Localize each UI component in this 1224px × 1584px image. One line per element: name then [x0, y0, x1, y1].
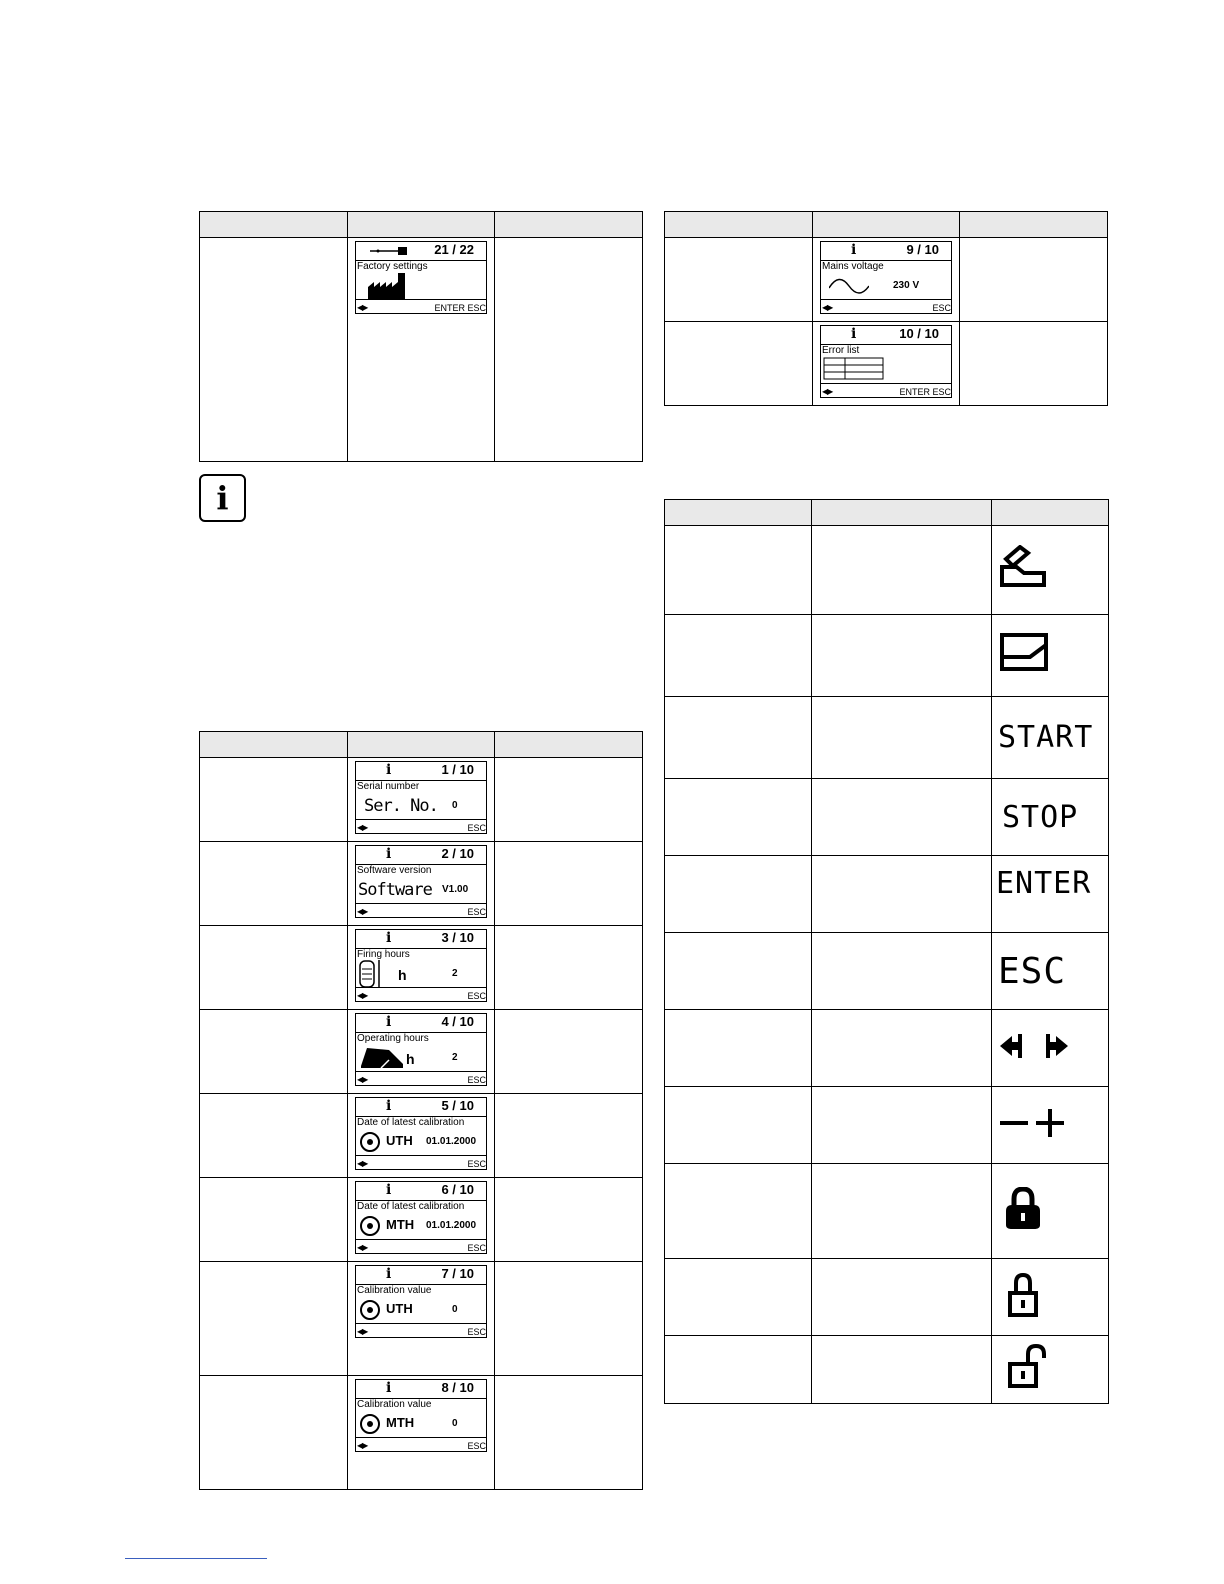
symbols-table [664, 499, 1109, 1404]
table-header [665, 212, 1108, 238]
lcd-screen [355, 845, 487, 918]
table-row [665, 615, 1109, 697]
table-row [665, 1010, 1109, 1087]
table-row [665, 1259, 1109, 1336]
lock-open-icon [1008, 1344, 1054, 1390]
page-counter: 21 / 22 [434, 242, 474, 257]
value: 01.01.2000 [426, 1136, 477, 1147]
stop-icon: STOP [1002, 799, 1079, 835]
value: 2 [452, 968, 458, 979]
arrow-keys-icon: ◀▶ [357, 1327, 368, 1336]
screen-title: Mains voltage [822, 261, 884, 272]
footnote-rule [125, 1558, 267, 1559]
softkeys: ESC [467, 1243, 486, 1253]
softkeys: ESC [467, 907, 486, 917]
minus-plus-icon [998, 1106, 1070, 1140]
table-header [200, 212, 643, 238]
table-row [665, 526, 1109, 615]
esc-icon: ESC [998, 950, 1067, 992]
table-row [200, 1178, 643, 1262]
lcd-screen [355, 1181, 487, 1254]
info-icon: i [386, 930, 392, 946]
table-header [665, 500, 1109, 526]
softkeys: ENTER ESC [434, 303, 486, 313]
error-list-icon [823, 357, 885, 381]
page-counter: 3 / 10 [441, 930, 474, 945]
lid-closed-icon [1000, 633, 1052, 673]
table-row [665, 933, 1109, 1010]
thermocouple-icon [359, 1131, 381, 1153]
lcd-screen [355, 761, 487, 834]
value: 0 [452, 800, 458, 811]
lid-open-icon [998, 545, 1050, 591]
table-row [200, 1010, 643, 1094]
lcd-screen [355, 1097, 487, 1170]
sine-wave-icon [829, 276, 869, 296]
lcd-screen [355, 929, 487, 1002]
softkeys: ESC [467, 1075, 486, 1085]
big-label: Ser. No. [364, 796, 438, 816]
start-icon: START [998, 720, 1094, 755]
lcd-screen [820, 325, 952, 398]
page-counter: 4 / 10 [441, 1014, 474, 1029]
softkeys: ESC [467, 823, 486, 833]
table-row [665, 856, 1109, 933]
screen-title: Factory settings [357, 261, 428, 272]
arrow-keys-icon: ◀▶ [357, 1441, 368, 1450]
softkeys: ESC [467, 991, 486, 1001]
table-row [200, 1094, 643, 1178]
screen-title: Calibration value [357, 1399, 432, 1410]
unit: h [406, 1051, 415, 1067]
table-row [200, 758, 643, 842]
enter-icon: ENTER [996, 866, 1092, 901]
info-icon: i [851, 326, 857, 342]
screen-title: Software version [357, 865, 432, 876]
softkeys: ESC [467, 1327, 486, 1337]
sensor-label: UTH [386, 1133, 413, 1148]
table-row [200, 1262, 643, 1376]
screen-title: Error list [822, 345, 860, 356]
screen-title: Date of latest calibration [357, 1117, 465, 1128]
softkeys: ESC [467, 1441, 486, 1451]
info-screens-table [199, 731, 643, 1490]
wrench-icon [370, 245, 410, 257]
softkeys: ESC [932, 303, 951, 313]
table-row [665, 322, 1108, 406]
screen-title: Operating hours [357, 1033, 429, 1044]
page-counter: 6 / 10 [441, 1182, 474, 1197]
info-icon: i [851, 242, 857, 258]
page-counter: 2 / 10 [441, 846, 474, 861]
screen-title: Serial number [357, 781, 420, 792]
lcd-screen [355, 241, 487, 314]
page-counter: 9 / 10 [906, 242, 939, 257]
info-icon: i [386, 762, 392, 778]
thermocouple-icon [359, 1299, 381, 1321]
thermocouple-icon [359, 1413, 381, 1435]
arrow-keys-icon: ◀▶ [357, 303, 368, 312]
table-row [665, 238, 1108, 322]
arrow-keys-icon [998, 1032, 1070, 1060]
softkeys: ESC [467, 1159, 486, 1169]
info-icon: i [386, 1098, 392, 1114]
screen-title: Firing hours [357, 949, 410, 960]
sensor-label: MTH [386, 1217, 415, 1232]
page-counter: 10 / 10 [899, 326, 939, 341]
value: 0 [452, 1418, 458, 1429]
value: V1.00 [442, 884, 469, 895]
lock-closed-icon [1008, 1273, 1044, 1317]
kiln-icon [359, 1044, 405, 1070]
info-screens-table-2 [664, 211, 1108, 406]
arrow-keys-icon: ◀▶ [357, 1159, 368, 1168]
sensor-label: MTH [386, 1415, 415, 1430]
page-counter: 7 / 10 [441, 1266, 474, 1281]
arrow-keys-icon: ◀▶ [822, 303, 833, 312]
unit: h [398, 967, 407, 983]
table-row [200, 926, 643, 1010]
table-row [200, 1376, 643, 1490]
heating-element-icon [358, 960, 384, 988]
value: 230 V [893, 280, 920, 291]
value: 0 [452, 1304, 458, 1315]
arrow-keys-icon: ◀▶ [357, 907, 368, 916]
arrow-keys-icon: ◀▶ [357, 991, 368, 1000]
lcd-screen [355, 1379, 487, 1452]
table-row [665, 1087, 1109, 1164]
screen-title: Date of latest calibration [357, 1201, 465, 1212]
table-row [200, 842, 643, 926]
factory-settings-table [199, 211, 643, 462]
table-row [665, 697, 1109, 779]
page-counter: 5 / 10 [441, 1098, 474, 1113]
info-icon: i [386, 1266, 392, 1282]
lcd-screen [355, 1013, 487, 1086]
table-row [665, 1336, 1109, 1404]
info-icon: i [386, 846, 392, 862]
info-icon: i [199, 474, 246, 522]
info-icon: i [386, 1014, 392, 1030]
arrow-keys-icon: ◀▶ [357, 823, 368, 832]
big-label: Software [358, 880, 432, 900]
table-row [665, 1164, 1109, 1259]
softkeys: ENTER ESC [899, 387, 951, 397]
page-counter: 8 / 10 [441, 1380, 474, 1395]
value: 2 [452, 1052, 458, 1063]
factory-icon [368, 273, 408, 299]
arrow-keys-icon: ◀▶ [357, 1243, 368, 1252]
lock-closed-filled-icon [1004, 1187, 1044, 1231]
page-counter: 1 / 10 [441, 762, 474, 777]
screen-title: Calibration value [357, 1285, 432, 1296]
info-icon: i [386, 1380, 392, 1396]
info-icon: i [386, 1182, 392, 1198]
sensor-label: UTH [386, 1301, 413, 1316]
value: 01.01.2000 [426, 1220, 477, 1231]
table-header [200, 732, 643, 758]
arrow-keys-icon: ◀▶ [357, 1075, 368, 1084]
arrow-keys-icon: ◀▶ [822, 387, 833, 396]
table-row [200, 238, 643, 462]
lcd-screen [355, 1265, 487, 1338]
lcd-screen [820, 241, 952, 314]
table-row [665, 779, 1109, 856]
thermocouple-icon [359, 1215, 381, 1237]
